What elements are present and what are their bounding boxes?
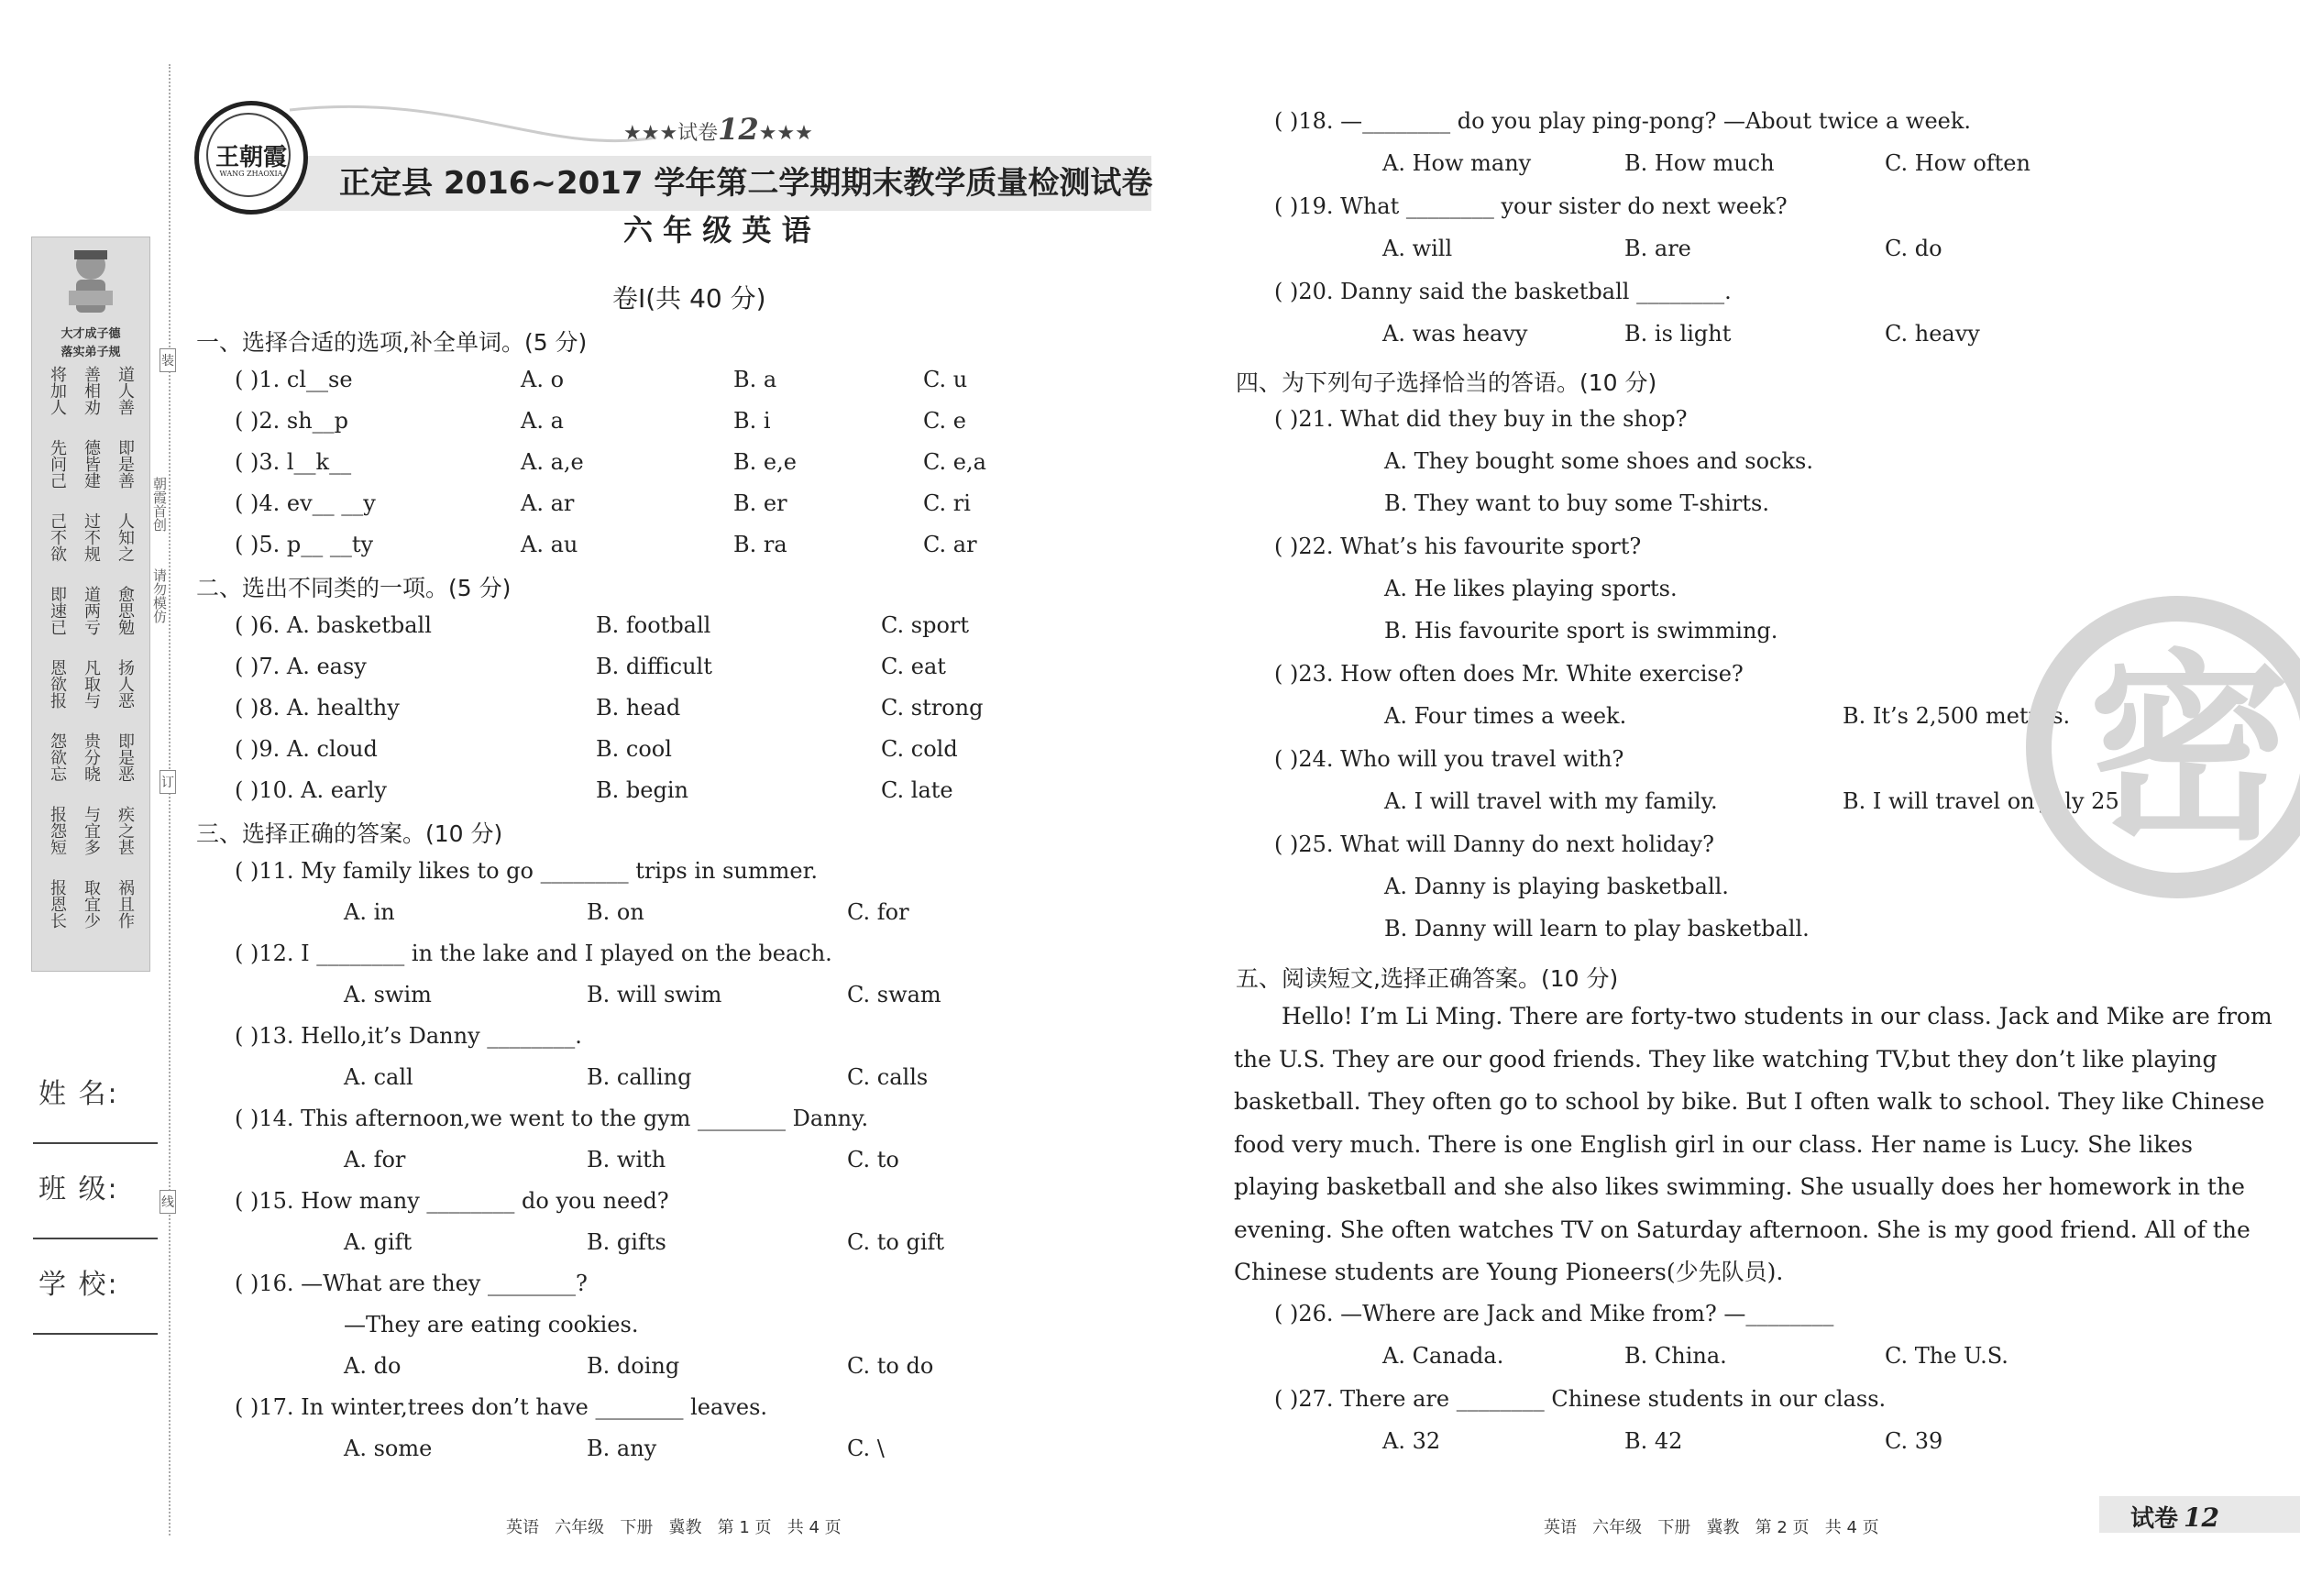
question-text: ( )21. What did they buy in the shop?: [1274, 406, 1688, 432]
option-c: C. to gift: [847, 1229, 945, 1255]
option-c: C. calls: [847, 1064, 929, 1090]
passage-line: Chinese students are Young Pioneers(少先队员).: [1234, 1259, 1784, 1285]
option-b: B. doing: [587, 1353, 680, 1379]
class-label: 班 级:: [39, 1173, 119, 1205]
option-b: B. begin: [596, 777, 688, 803]
option-c: C. e,a: [923, 449, 986, 475]
motto-column: 怨欲忘: [48, 732, 67, 782]
exam-subtitle: 六 年 级 英 语: [623, 213, 811, 248]
footer-left: 英语 六年级 下册 冀教 第 1 页 共 4 页: [506, 1518, 842, 1537]
question-text: ( )15. How many ________ do you need?: [235, 1188, 669, 1214]
option-a: A. 32: [1382, 1428, 1441, 1454]
question-text: ( )2. sh__p: [235, 408, 349, 434]
question-text: ( )3. l__k__: [235, 449, 352, 475]
option-a: A. for: [344, 1147, 406, 1172]
question-text: ( )12. I ________ in the lake and I played on the beach.: [235, 941, 832, 966]
question-text: ( )27. There are ________ Chinese students in our class.: [1274, 1386, 1887, 1412]
option-a: A. Danny is playing basketball.: [1384, 874, 1729, 899]
motto-column: 德皆建: [82, 439, 101, 489]
option-b: B. They want to buy some T-shirts.: [1384, 490, 1769, 516]
question-text: ( )26. —Where are Jack and Mike from? —________: [1274, 1301, 1834, 1326]
question-text: ( )7. A. easy: [235, 654, 367, 679]
option-a: A. do: [344, 1353, 402, 1379]
question-text: ( )24. Who will you travel with?: [1274, 746, 1624, 772]
option-b: B. difficult: [596, 654, 712, 679]
option-c: C. late: [881, 777, 953, 803]
option-a: A. in: [344, 899, 395, 925]
motto-column: 即是善: [116, 439, 135, 489]
option-b: B. Danny will learn to play basketball.: [1384, 916, 1810, 941]
option-b: B. on: [587, 899, 644, 925]
option-a: A. o: [521, 367, 565, 392]
option-b: B. any: [587, 1436, 657, 1461]
motto-column: 将加人: [48, 366, 67, 415]
option-c: C. heavy: [1885, 321, 1980, 347]
question-text: ( )25. What will Danny do next holiday?: [1274, 831, 1714, 857]
option-a: A. a,e: [521, 449, 584, 475]
option-a: A. ar: [521, 490, 575, 516]
motto-column: 扬人恶: [116, 659, 135, 709]
question-text: ( )11. My family likes to go ________ trips in summer.: [235, 858, 819, 884]
school-label: 学 校:: [39, 1269, 119, 1301]
option-a: A. I will travel with my family.: [1384, 788, 1718, 814]
binding-line: [169, 64, 171, 1535]
option-c: C. cold: [881, 736, 958, 762]
option-c: C. do: [1885, 236, 1942, 261]
name-label: 姓 名:: [39, 1078, 119, 1110]
option-c: C. e: [923, 408, 966, 434]
option-c: C. to: [847, 1147, 899, 1172]
section-1-heading: 一、选择合适的选项,补全单词。(5 分): [196, 329, 588, 356]
option-c: C. u: [923, 367, 968, 392]
question-text: ( )14. This afternoon,we went to the gym ________ Danny.: [235, 1106, 869, 1131]
motto-sidebar: [31, 237, 150, 972]
motto-column: 善相劝: [82, 366, 101, 415]
option-a: A. a: [521, 408, 564, 434]
question-text: ( )18. —________ do you play ping-pong? —About twice a week.: [1274, 108, 1972, 134]
motto-column: 取宜少: [82, 879, 101, 929]
paper-tag: [2099, 1496, 2300, 1533]
section-4-heading: 四、为下列句子选择恰当的答语。(10 分): [1236, 369, 1657, 396]
motto-line-2: 落实弟子规: [61, 346, 121, 359]
question-text-line2: —They are eating cookies.: [344, 1312, 639, 1337]
confidential-seal: [2026, 596, 2300, 898]
motto-column: 过不规: [82, 512, 101, 562]
motto-column: 道两亏: [82, 586, 101, 635]
paper-tag-label: 试卷: [2130, 1505, 2179, 1533]
option-b: B. gifts: [587, 1229, 666, 1255]
motto-column: 疾之甚: [116, 806, 135, 855]
option-b: B. His favourite sport is swimming.: [1384, 618, 1778, 644]
binding-char-1: 装: [160, 348, 176, 372]
motto-column: 贵分晓: [82, 732, 101, 782]
option-b: B. 42: [1624, 1428, 1683, 1454]
passage-line: basketball. They often go to school by bike. But I often walk to school. They like Chinese: [1234, 1088, 2265, 1115]
option-b: B. will swim: [587, 982, 722, 1007]
question-text: ( )17. In winter,trees don’t have ________ leaves.: [235, 1394, 768, 1420]
logo-text: 王朝霞: [215, 144, 287, 171]
option-b: B. It’s 2,500 metres.: [1843, 703, 2071, 729]
seal-char: 密: [2087, 633, 2290, 867]
option-c: C. for: [847, 899, 909, 925]
question-text: ( )4. ev__ __y: [235, 490, 376, 516]
option-b: B. a: [733, 367, 777, 392]
motto-columns: [45, 366, 137, 952]
passage-line: food very much. There is one English girl in our class. Her name is Lucy. She likes: [1234, 1130, 2193, 1158]
option-c: C. ar: [923, 532, 977, 557]
option-b: B. football: [596, 612, 711, 638]
question-text: ( )20. Danny said the basketball ________.: [1274, 279, 1732, 304]
option-c: C. \: [847, 1436, 885, 1461]
section-3-heading: 三、选择正确的答案。(10 分): [196, 820, 503, 847]
passage-line: playing basketball and she also likes swimming. She usually does her homework in the: [1234, 1173, 2245, 1200]
passage-line: evening. She often watches TV on Saturday afternoon. She is my good friend. All of the: [1234, 1216, 2250, 1243]
option-b: B. ra: [733, 532, 787, 557]
motto-column: 先问己: [48, 439, 67, 489]
vertical-note-1: 朝霞首创: [151, 477, 168, 532]
passage-line: the U.S. They are our good friends. They like watching TV,but they don’t like playing: [1234, 1045, 2217, 1073]
binding-char-3: 线: [160, 1190, 176, 1214]
question-text: ( )23. How often does Mr. White exercise?: [1274, 661, 1744, 687]
option-c: C. swam: [847, 982, 941, 1007]
scholar-figure-icon: [63, 245, 118, 318]
motto-column: 己不欲: [48, 512, 67, 562]
motto-column: 凡取与: [82, 659, 101, 709]
question-text: ( )16. —What are they ________?: [235, 1271, 588, 1296]
footer-right: 英语 六年级 下册 冀教 第 2 页 共 4 页: [1544, 1518, 1879, 1537]
option-b: B. er: [733, 490, 787, 516]
motto-column: 人知之: [116, 512, 135, 562]
option-a: A. gift: [344, 1229, 413, 1255]
option-b: B. How much: [1624, 150, 1775, 176]
option-c: C. How often: [1885, 150, 2030, 176]
question-text: ( )8. A. healthy: [235, 695, 400, 721]
motto-column: 报怨短: [48, 806, 67, 855]
paper-tag-number: 12: [2184, 1502, 2219, 1533]
option-a: A. Canada.: [1382, 1343, 1504, 1369]
motto-column: 祸且作: [116, 879, 135, 929]
option-b: B. are: [1624, 236, 1691, 261]
option-a: A. How many: [1382, 150, 1532, 176]
name-field[interactable]: [33, 1142, 158, 1144]
exam-title: 正定县 2016~2017 学年第二学期期末教学质量检测试卷: [339, 165, 1153, 202]
motto-column: 即是恶: [116, 732, 135, 782]
option-b: B. with: [587, 1147, 666, 1172]
option-b: B. is light: [1624, 321, 1732, 347]
option-a: A. was heavy: [1382, 321, 1528, 347]
option-c: C. eat: [881, 654, 946, 679]
option-b: B. e,e: [733, 449, 797, 475]
question-text: ( )1. cl__se: [235, 367, 353, 392]
option-b: B. cool: [596, 736, 672, 762]
class-field[interactable]: [33, 1238, 158, 1239]
question-text: ( )5. p__ __ty: [235, 532, 374, 557]
passage-line: Hello! I’m Li Ming. There are forty-two students in our class. Jack and Mike are from: [1282, 1003, 2272, 1029]
option-a: A. He likes playing sports.: [1384, 576, 1678, 601]
motto-column: 恩欲报: [48, 659, 67, 709]
option-c: C. sport: [881, 612, 970, 638]
motto-column: 与宜多: [82, 806, 101, 855]
vertical-note-2: 请勿模仿: [151, 568, 168, 623]
section-5-heading: 五、阅读短文,选择正确答案。(10 分): [1236, 965, 1619, 992]
option-a: A. au: [521, 532, 578, 557]
option-c: C. strong: [881, 695, 984, 721]
volume-heading: 卷Ⅰ(共 40 分): [612, 283, 766, 314]
option-a: A. Four times a week.: [1384, 703, 1627, 729]
question-text: ( )19. What ________ your sister do next week?: [1274, 193, 1788, 219]
logo-subtext: WANG ZHAOXIA: [219, 170, 283, 178]
motto-column: 报恩长: [48, 879, 67, 929]
question-text: ( )6. A. basketball: [235, 612, 432, 638]
question-text: ( )9. A. cloud: [235, 736, 378, 762]
option-b: B. head: [596, 695, 681, 721]
option-a: A. will: [1382, 236, 1453, 261]
motto-column: 道人善: [116, 366, 135, 415]
option-b: B. i: [733, 408, 771, 434]
option-c: C. to do: [847, 1353, 934, 1379]
option-c: C. The U.S.: [1885, 1343, 2008, 1369]
motto-column: 愈思勉: [116, 586, 135, 635]
option-b: B. China.: [1624, 1343, 1727, 1369]
option-b: B. I will travel on July 25.: [1843, 788, 2127, 814]
school-field[interactable]: [33, 1333, 158, 1335]
option-a: A. swim: [344, 982, 432, 1007]
option-a: A. They bought some shoes and socks.: [1384, 448, 1813, 474]
brand-logo: [194, 101, 308, 215]
paper-number: ★★★试卷12★★★: [623, 112, 813, 147]
option-b: B. calling: [587, 1064, 692, 1090]
binding-char-2: 订: [160, 770, 176, 794]
motto-column: 即速已: [48, 586, 67, 635]
question-text: ( )13. Hello,it’s Danny ________.: [235, 1023, 582, 1049]
option-a: A. call: [344, 1064, 413, 1090]
motto-line-1: 大才成子德: [61, 327, 121, 341]
question-text: ( )22. What’s his favourite sport?: [1274, 534, 1642, 559]
option-a: A. some: [344, 1436, 433, 1461]
question-text: ( )10. A. early: [235, 777, 387, 803]
section-2-heading: 二、选出不同类的一项。(5 分): [196, 575, 512, 601]
option-c: C. ri: [923, 490, 971, 516]
option-c: C. 39: [1885, 1428, 1943, 1454]
